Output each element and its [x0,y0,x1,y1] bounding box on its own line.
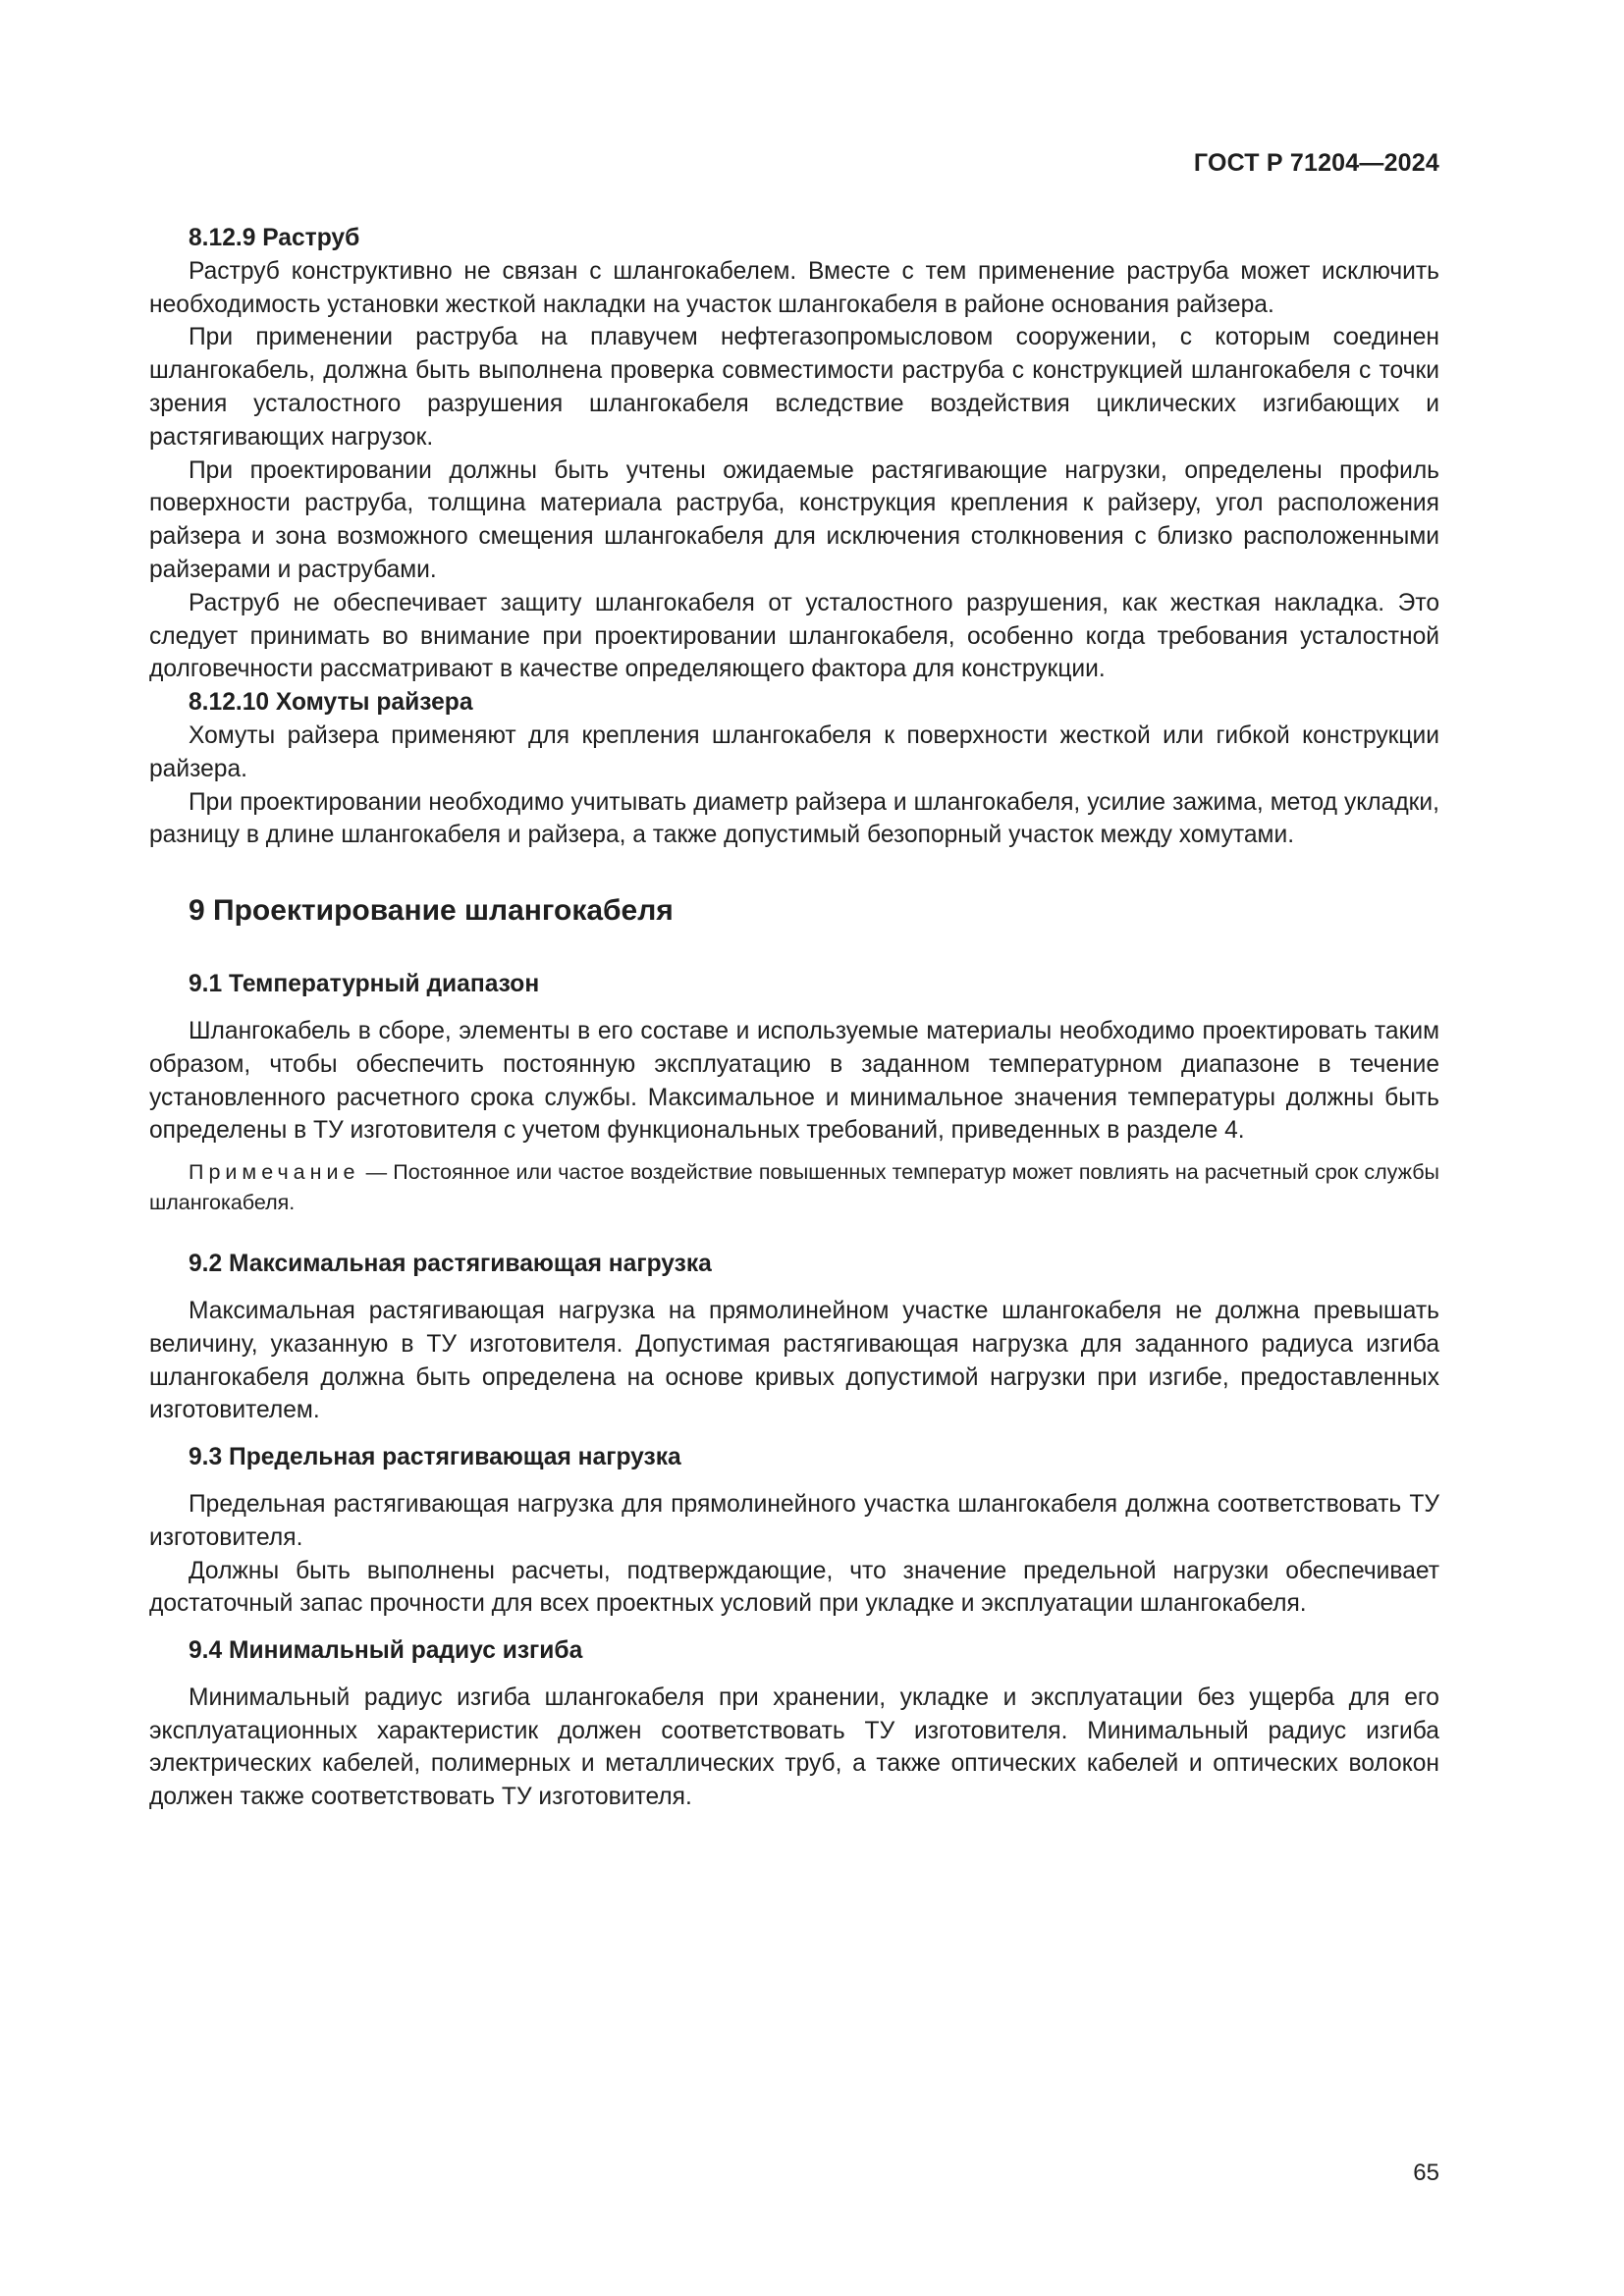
note-text: — Постоянное или частое воздействие повышенных температур может повлиять на расчетный срок службы шлангокабеля. [149,1160,1439,1215]
paragraph: Раструб конструктивно не связан с шлангокабелем. Вместе с тем применение раструба может исключить необходимость установки жесткой накладки на участок шлангокабеля в районе основания райзера. [149,257,1439,318]
section-heading-8-12-9: 8.12.9 Раструб [189,225,360,251]
section-heading-9-3: 9.3 Предельная растягивающая нагрузка [189,1444,681,1471]
document-code: ГОСТ Р 71204—2024 [1193,149,1439,177]
paragraph: При проектировании должны быть учтены ожидаемые растягивающие нагрузки, определены профиль поверхности раструба, толщина материала раструба, конструкция крепления к райзеру, угол расположения райзера и зона возможного смещения шлангокабеля для исключения столкновения с близко расположенными райзерами и раструбами. [149,456,1439,583]
section-heading-9-4: 9.4 Минимальный радиус изгиба [189,1637,583,1665]
paragraph: При проектировании необходимо учитывать диаметр райзера и шлангокабеля, усилие зажима, метод укладки, разницу в длине шлангокабеля и райзера, а также допустимый безопорный участок между хомутами. [149,788,1439,849]
section-heading-9-1: 9.1 Температурный диапазон [189,971,540,998]
section-heading-8-12-10: 8.12.10 Хомуты райзера [189,689,473,717]
paragraph: Хомуты райзера применяют для крепления шлангокабеля к поверхности жесткой или гибкой конструкции райзера. [149,721,1439,782]
paragraph: Минимальный радиус изгиба шлангокабеля при хранении, укладке и эксплуатации без ущерба для его эксплуатационных характеристик должен соответствовать ТУ изготовителя. Минимальный радиус изгиба электрических кабелей, полимерных и металлических труб, а также оптических кабелей и оптических волокон должен также соответствовать ТУ изготовителя. [149,1683,1439,1811]
document-body [149,222,1439,1814]
paragraph: Раструб не обеспечивает защиту шлангокабеля от усталостного разрушения, как жесткая накладка. Это следует принимать во внимание при проектировании шлангокабеля, особенно когда требования усталостной долговечности рассматривают в качестве определяющего фактора для конструкции. [149,589,1439,683]
paragraph: Должны быть выполнены расчеты, подтверждающие, что значение предельной нагрузки обеспечивает достаточный запас прочности для всех проектных условий при укладке и эксплуатации шлангокабеля. [149,1557,1439,1618]
paragraph: При применении раструба на плавучем нефтегазопромысловом сооружении, с которым соединен шлангокабель, должна быть выполнена проверка совместимости раструба с конструкцией шлангокабеля с точки зрения усталостного разрушения шлангокабеля вследствие воздействия циклических изгибающих и растягивающих нагрузок. [149,324,1439,451]
note-label: Примечание [189,1160,360,1185]
paragraph: Предельная растягивающая нагрузка для прямолинейного участка шлангокабеля должна соответствовать ТУ изготовителя. [149,1490,1439,1551]
section-heading-9-2: 9.2 Максимальная растягивающая нагрузка [189,1251,712,1278]
paragraph: Шлангокабель в сборе, элементы в его составе и используемые материалы необходимо проектировать таким образом, чтобы обеспечить постоянную эксплуатацию в заданном температурном диапазоне в течение установленного расчетного срока службы. Максимальное и минимальное значения температуры должны быть определены в ТУ изготовителя с учетом функциональных требований, приведенных в разделе 4. [149,1017,1439,1145]
page-number: 65 [1413,2160,1439,2186]
paragraph: Максимальная растягивающая нагрузка на прямолинейном участке шлангокабеля не должна превышать величину, указанную в ТУ изготовителя. Допустимая растягивающая нагрузка для заданного радиуса изгиба шлангокабеля должна быть определена на основе кривых допустимой нагрузки при изгибе, предоставленных изготовителем. [149,1297,1439,1424]
chapter-heading-9: 9 Проектирование шлангокабеля [189,894,674,928]
note [149,1157,1439,1218]
